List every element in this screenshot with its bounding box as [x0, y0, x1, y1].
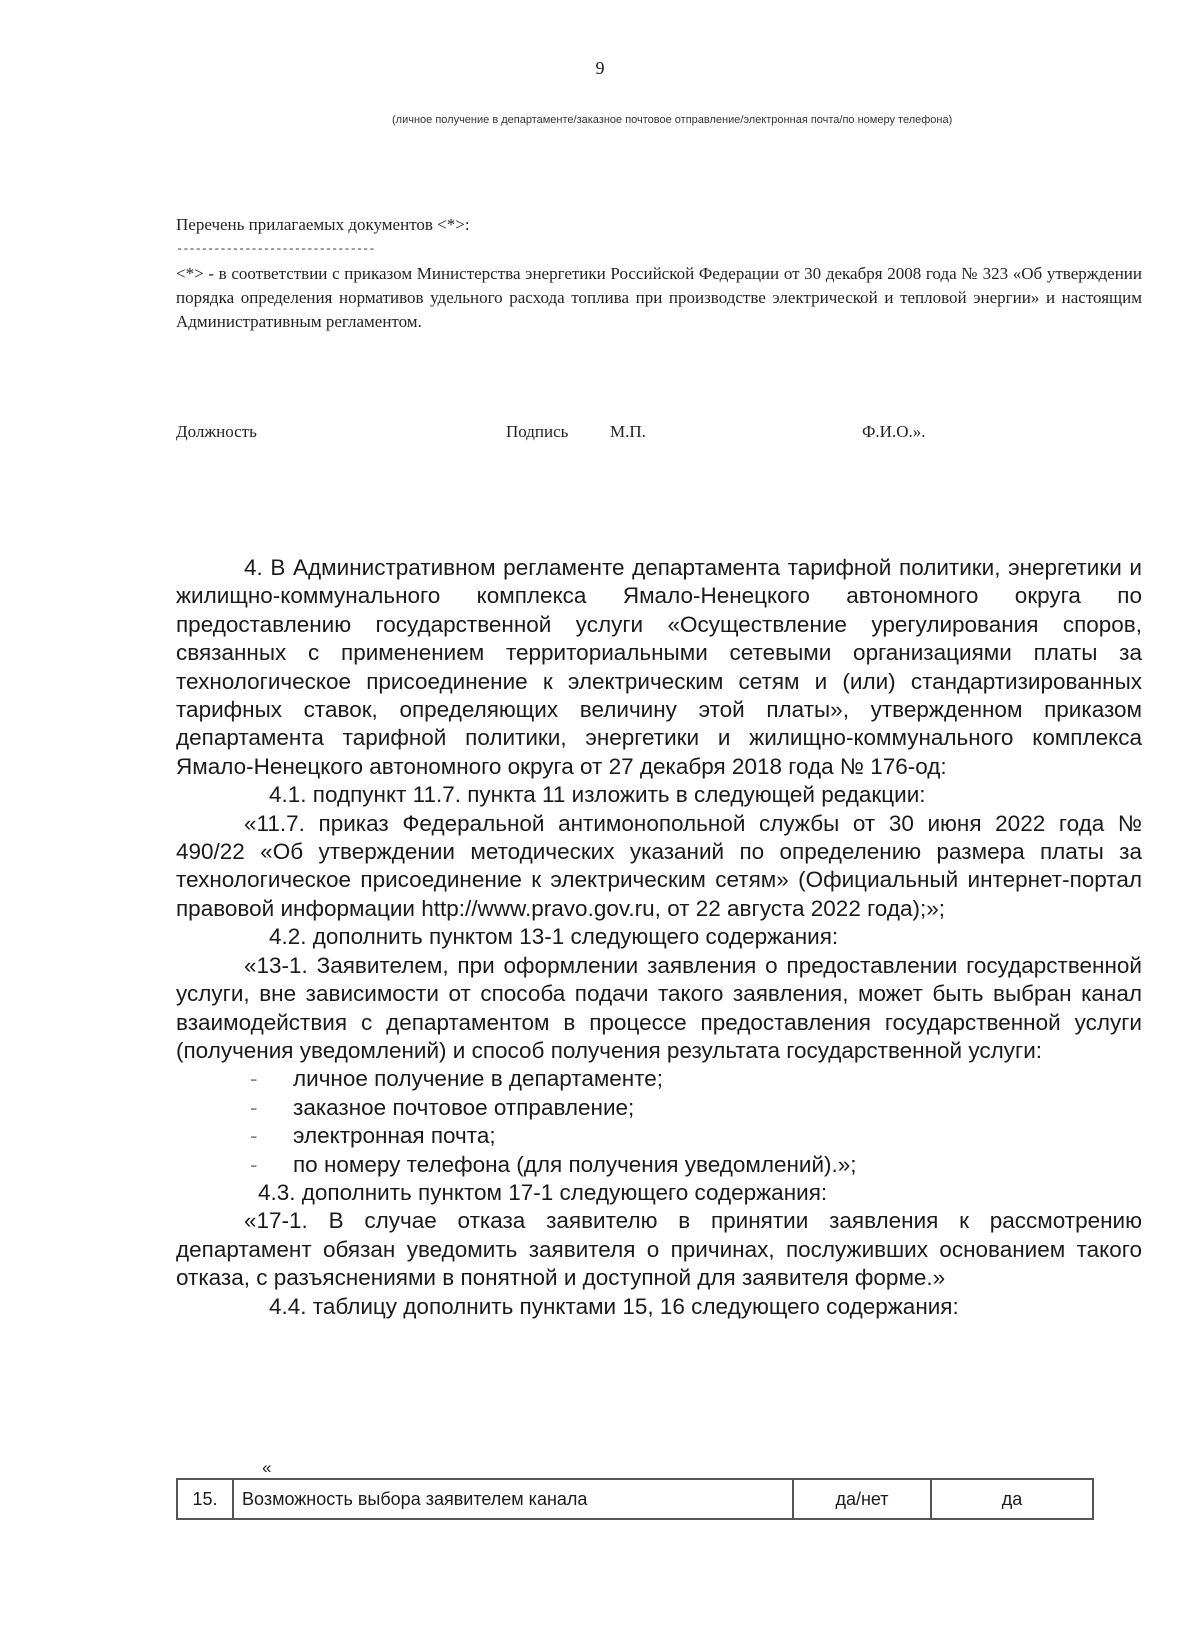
seal-label: М.П. [610, 422, 646, 441]
position-label: Должность [176, 422, 257, 441]
row-description: Возможность выбора заявителем канала [233, 1479, 793, 1519]
main-text [176, 554, 1142, 1321]
paragraph-4-2: 4.2. дополнить пунктом 13-1 следующего содержания: [269, 924, 839, 950]
bullet: - [250, 1151, 258, 1177]
footnote-text: <*> - в соответствии с приказом Министерства энергетики Российской Федерации от 30 декабря 2008 года № 323 «Об утверждении порядка определения нормативов удельного расхода топлива при производстве электрической и тепловой энергии» и настоящим Административным регламентом. [176, 264, 1142, 331]
paragraph-4-3-text: «17-1. В случае отказа заявителю в принятии заявления к рассмотрению департамент обязан уведомить заявителя о причинах, послуживших основанием такого отказа, с разъяснениями в понятной и доступной для заявителя форме.» [176, 1208, 1142, 1291]
paragraph-4-2-text: «13-1. Заявителем, при оформлении заявления о предоставлении государственной услуги, вне зависимости от способа подачи такого заявления, может быть выбран канал взаимодействия с департаментом в процессе предоставления государственной услуги (получения уведомлений) и способ получения результата государственной услуги: [176, 952, 1142, 1063]
list-item: - заказное почтовое отправление; [176, 1094, 1142, 1122]
attachments-label: Перечень прилагаемых документов <*>: [176, 215, 470, 234]
list-item: - по номеру телефона (для получения уведомлений).»; [176, 1151, 1142, 1179]
footnote-separator: -------------------------------- [176, 242, 375, 256]
bullet: - [250, 1094, 258, 1120]
open-quote: « [262, 1458, 272, 1477]
table-row [177, 1479, 1093, 1519]
name-label: Ф.И.О.». [862, 422, 926, 441]
list-item: - электронная почта; [176, 1122, 1142, 1150]
paragraph-4: 4. В Административном регламенте департамента тарифной политики, энергетики и жилищно-коммунального комплекса Ямало-Ненецкого автономного округа по предоставлению государственной услуги «Осуществление урегулирования споров, связанных с применением территориальными сетевыми организациями платы за технологическое присоединение к электрическим сетям и (или) стандартизированных тарифных ставок, определяющих величину этой платы», утвержденном приказом департамента тарифной политики, энергетики и жилищно-коммунального комплекса Ямало-Ненецкого автономного округа от 27 декабря 2018 года № 176-од: [176, 555, 1142, 779]
paragraph-4-1: 4.1. подпункт 11.7. пункта 11 изложить в следующей редакции: [269, 782, 926, 808]
row-number: 15. [177, 1479, 233, 1519]
paragraph-4-4: 4.4. таблицу дополнить пунктами 15, 16 следующего содержания: [269, 1293, 959, 1319]
channel-hint: (личное получение в департаменте/заказное почтовое отправление/электронная почта/по номеру телефона) [392, 114, 953, 126]
row-value: да [931, 1479, 1093, 1519]
row-unit: да/нет [793, 1479, 931, 1519]
bullet: - [250, 1066, 258, 1092]
amendment-table [176, 1478, 1094, 1520]
signature-label: Подпись [506, 422, 569, 441]
paragraph-4-1-text: «11.7. приказ Федеральной антимонопольной службы от 30 июня 2022 года № 490/22 «Об утверждении методических указаний по определению размера платы за технологическое присоединение к электрическим сетям» (Официальный интернет-портал правовой информации http://www.pravo.gov.ru, от 22 августа 2022 года);»; [176, 810, 1142, 921]
list-item: - личное получение в департаменте; [176, 1065, 1142, 1093]
bullet: - [250, 1123, 258, 1149]
page-number: 9 [595, 58, 605, 78]
paragraph-4-3: 4.3. дополнить пунктом 17-1 следующего содержания: [258, 1179, 828, 1205]
